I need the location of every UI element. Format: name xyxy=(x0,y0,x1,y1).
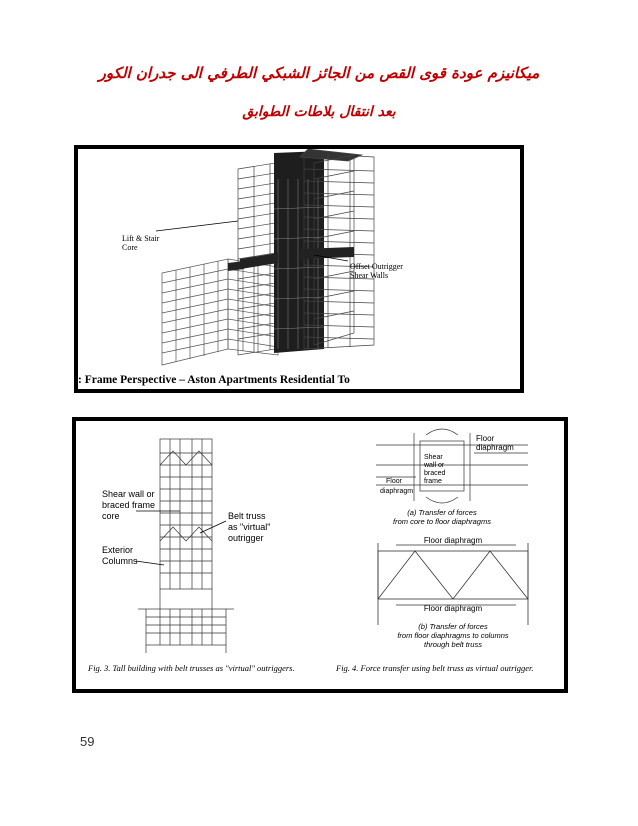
low-rise-block xyxy=(162,259,278,365)
caption-4a-line2: from core to floor diaphragms xyxy=(393,517,491,526)
label-shear-wall-or: Shear wall or xyxy=(102,489,155,499)
caption-4b-line3: through belt truss xyxy=(424,640,482,649)
label-lift-stair: Lift & Stair xyxy=(122,234,160,243)
label-columns: Columns xyxy=(102,556,138,566)
label-core: Core xyxy=(122,243,138,252)
belt-truss-drawing xyxy=(76,421,564,689)
label-outrigger: outrigger xyxy=(228,533,264,543)
caption-4b-line2: from floor diaphragms to columns xyxy=(397,631,509,640)
label-as-virtual: as "virtual" xyxy=(228,522,271,532)
label-shear-4a: Shear xyxy=(424,454,443,461)
label-exterior: Exterior xyxy=(102,545,134,555)
caption-4a-line1: (a) Transfer of forces xyxy=(407,508,477,517)
label-frame-4a: frame xyxy=(424,478,442,485)
figure1-caption: : Frame Perspective – Aston Apartments Residential To xyxy=(78,374,350,386)
label-floor-diaphragm-low: Floor diaphragm xyxy=(423,604,483,613)
figure-frame-perspective xyxy=(74,145,524,393)
label-belt-truss: Belt truss xyxy=(228,511,266,521)
label-floor-top: Floor xyxy=(476,434,495,443)
label-diaphragm-top: diaphragm xyxy=(476,443,514,452)
label-offset-outrigger: Offset Outrigger xyxy=(350,262,403,271)
figure4-caption: Fig. 4. Force transfer using belt truss as virtual outrigger. xyxy=(336,663,534,673)
arabic-title-line-2: بعد انتقال بلاطات الطوابق xyxy=(242,104,396,120)
label-floor-left: Floor xyxy=(386,478,402,485)
fig3-leaders xyxy=(136,511,226,565)
label-braced-4a: braced xyxy=(424,470,446,477)
figure3-caption: Fig. 3. Tall building with belt trusses as "virtual" outriggers. xyxy=(88,663,295,673)
figure-belt-truss xyxy=(72,417,568,693)
page-number: 59 xyxy=(80,734,95,749)
label-braced-frame: braced frame xyxy=(102,500,156,510)
arabic-title-line-1: ميكانيزم عودة قوى القص من الجائز الشبكي الطرفي الى جدران الكور xyxy=(98,64,540,82)
fig3-building xyxy=(138,439,234,653)
label-diaphragm-left: diaphragm xyxy=(380,488,414,495)
label-core-fig3: core xyxy=(102,511,120,521)
label-floor-diaphragm-mid: Floor diaphragm xyxy=(423,536,483,545)
frame-perspective-drawing xyxy=(78,149,520,389)
caption-4b-line1: (b) Transfer of forces xyxy=(418,622,488,631)
label-shear-walls: Shear Walls xyxy=(350,271,389,280)
label-wall-or-4a: wall or xyxy=(424,462,445,469)
